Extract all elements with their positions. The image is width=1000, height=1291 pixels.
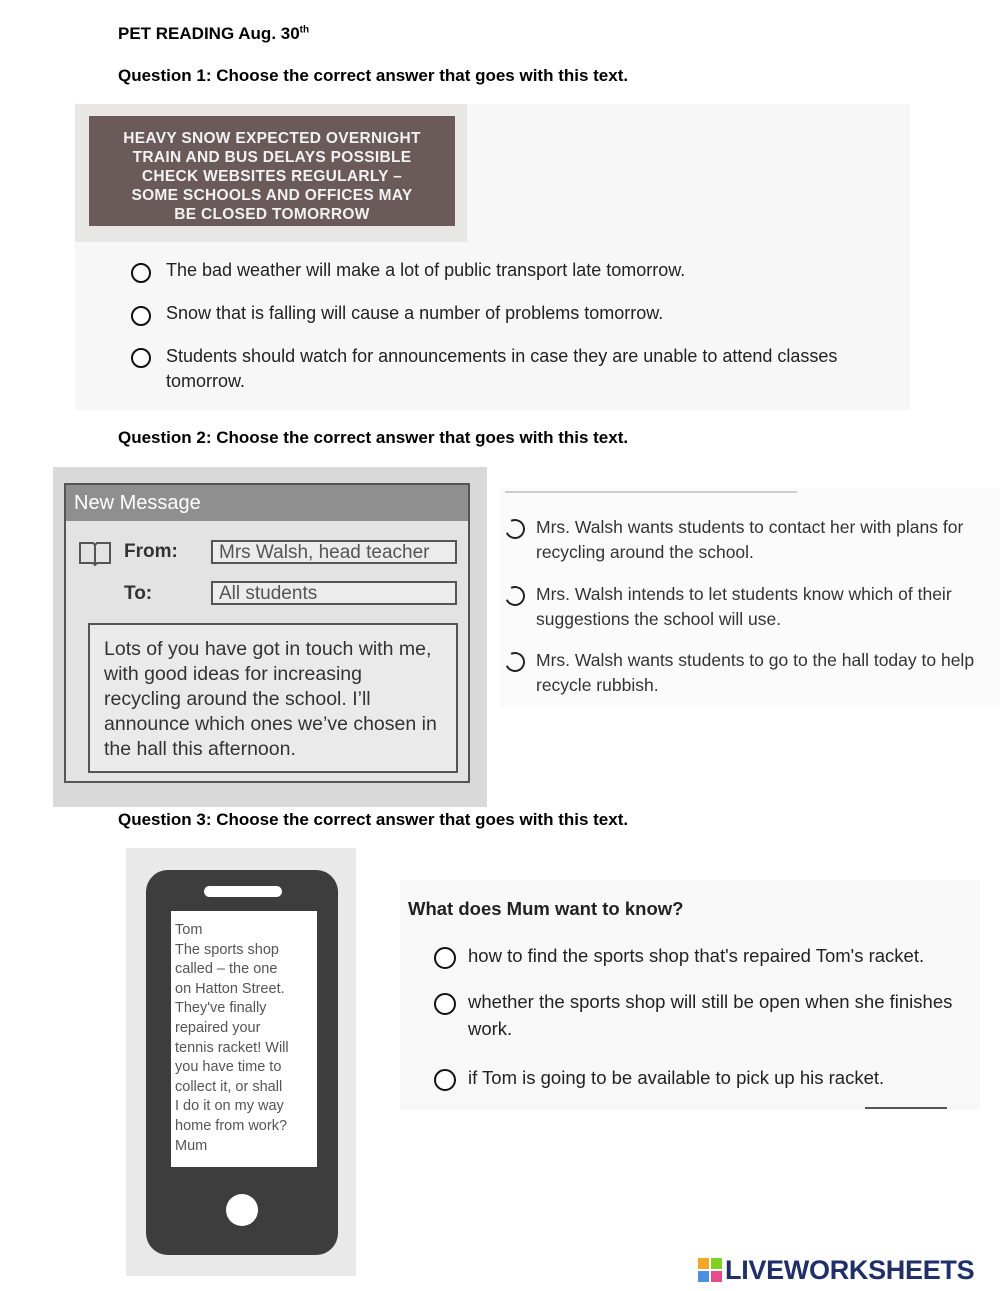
from-label: From: <box>124 541 178 562</box>
sms-line: They've finally <box>175 1000 267 1017</box>
message-image <box>53 467 487 807</box>
sms-line: you have time to <box>175 1059 282 1076</box>
title-superscript: th <box>299 24 310 36</box>
phone-screen <box>171 911 317 1167</box>
sms-line: on Hatton Street. <box>175 980 285 997</box>
q1-option-3-text: Students should watch for announcements in case they are unable to attend classes tomorrow. <box>166 346 838 391</box>
message-window-title: New Message <box>66 485 468 521</box>
q1-option-2-radio[interactable] <box>131 306 151 326</box>
sign-line: SOME SCHOOLS AND OFFICES MAY <box>131 187 413 204</box>
q3-option-2-radio[interactable] <box>434 993 456 1015</box>
to-label: To: <box>124 583 153 604</box>
page-title <box>118 24 309 44</box>
q2-option-1-text: Mrs. Walsh wants students to contact her with plans for recycling around the school. <box>536 517 964 562</box>
q3-option-3-text: if Tom is going to be available to pick up his racket. <box>468 1067 885 1088</box>
q2-option-3-text: Mrs. Walsh wants students to go to the hall today to help recycle rubbish. <box>536 650 975 695</box>
sms-line: The sports shop <box>175 941 279 958</box>
q1-option-1-radio[interactable] <box>131 263 151 283</box>
phone-icon <box>146 870 338 1255</box>
sign-panel <box>89 116 455 226</box>
to-field: All students <box>211 581 457 605</box>
logo-text: LIVEWORKSHEETS <box>725 1254 975 1285</box>
sms-line: called – the one <box>175 961 278 978</box>
from-field: Mrs Walsh, head teacher <box>211 540 457 564</box>
q2-option-2-text: Mrs. Walsh intends to let students know which of their suggestions the school will use. <box>536 584 952 629</box>
q3-question-text: What does Mum want to know? <box>408 898 684 919</box>
sms-line: tennis racket! Will <box>175 1039 289 1056</box>
title-text: PET READING Aug. 30 <box>118 24 300 43</box>
sms-line: collect it, or shall <box>175 1078 283 1095</box>
q1-option-3-radio[interactable] <box>131 348 151 368</box>
message-body: Lots of you have got in touch with me, with good ideas for increasing recycling around the school. I’ll announce which ones we’ve chosen in the hall this afternoon. <box>88 623 458 773</box>
address-book-icon <box>78 539 112 567</box>
phone-image <box>126 848 356 1276</box>
q3-option-1-text: how to find the sports shop that's repaired Tom's racket. <box>468 945 925 966</box>
phone-home-button <box>226 1194 258 1226</box>
sign-line: CHECK WEBSITES REGULARLY – <box>141 168 403 185</box>
sms-line: repaired your <box>175 1019 261 1036</box>
sms-line: home from work? <box>175 1117 288 1134</box>
q3-option-3-radio[interactable] <box>434 1069 456 1091</box>
message-window <box>64 483 470 783</box>
sign-line: TRAIN AND BUS DELAYS POSSIBLE <box>132 149 412 166</box>
divider-line <box>505 491 797 493</box>
logo-icon <box>698 1258 722 1282</box>
question-3-heading: Question 3: Choose the correct answer that goes with this text. <box>118 810 629 829</box>
q3-option-2-text: whether the sports shop will still be open when she finishes work. <box>468 991 953 1039</box>
q3-option-1-radio[interactable] <box>434 947 456 969</box>
sign-line: HEAVY SNOW EXPECTED OVERNIGHT <box>123 130 421 147</box>
phone-speaker <box>204 886 282 897</box>
liveworksheets-logo <box>698 1254 974 1286</box>
q1-option-2-text: Snow that is falling will cause a number of problems tomorrow. <box>166 303 664 323</box>
sms-line: I do it on my way <box>175 1098 284 1115</box>
q1-option-1-text: The bad weather will make a lot of public transport late tomorrow. <box>166 260 686 280</box>
question-1-heading: Question 1: Choose the correct answer that goes with this text. <box>118 66 629 85</box>
answer-line <box>865 1107 947 1109</box>
snow-notice-sign <box>75 104 467 242</box>
question-2-heading: Question 2: Choose the correct answer that goes with this text. <box>118 428 629 447</box>
sign-line: BE CLOSED TOMORROW <box>174 206 370 223</box>
sms-line: Mum <box>175 1137 208 1154</box>
sms-line: Tom <box>175 922 203 938</box>
